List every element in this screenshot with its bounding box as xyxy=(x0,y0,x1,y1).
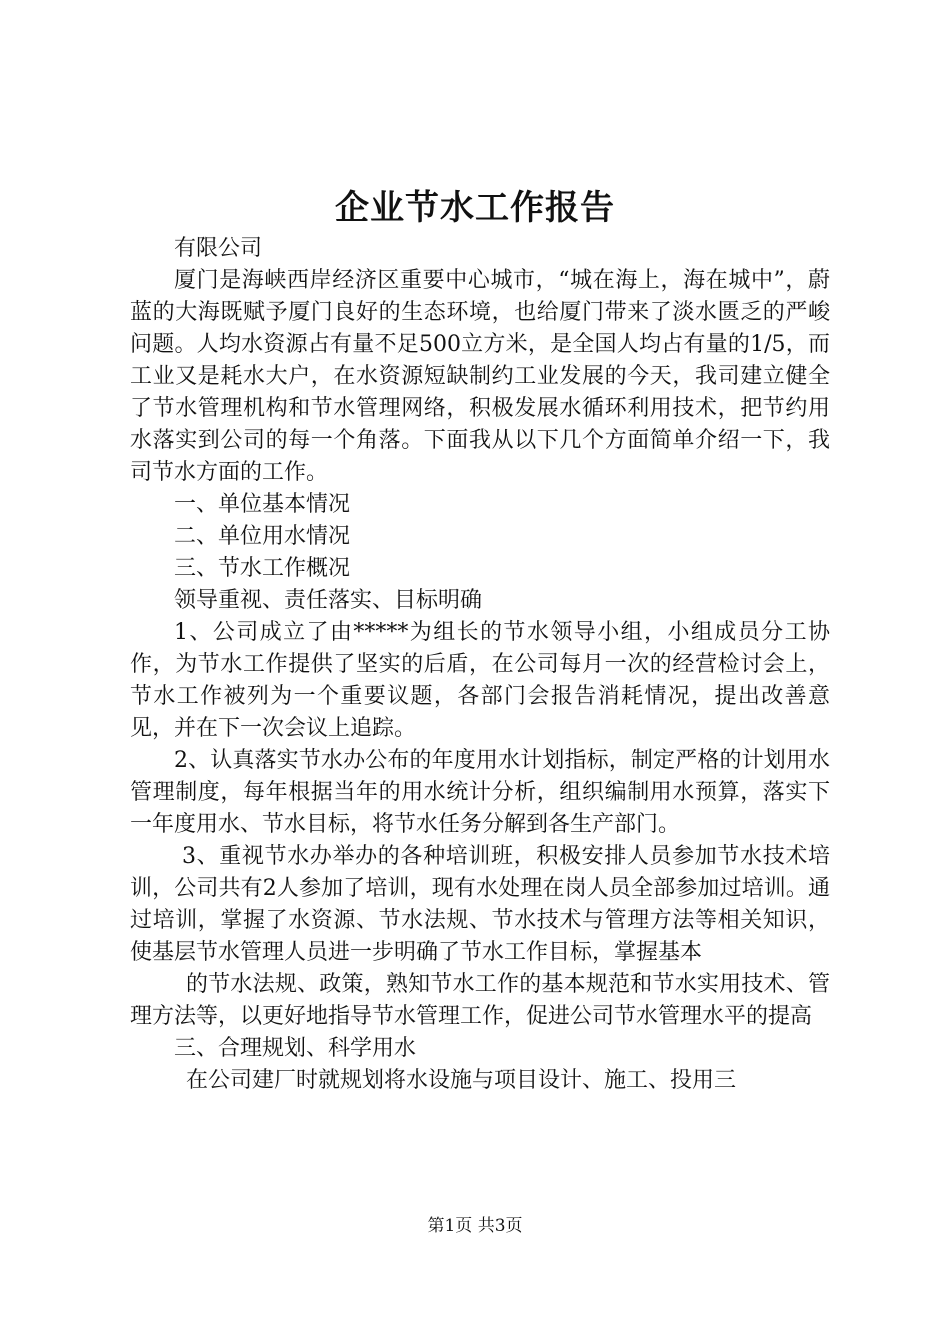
paragraph-intro: 厦门是海峡西岸经济区重要中心城市，“城在海上，海在城中”，蔚蓝的大海既赋予厦门良好的生态环境，也给厦门带来了淡水匮乏的严峻问题。人均水资源占有量不足500立方米，是全国人均占有量的1/5，而工业又是耗水大户，在水资源短缺制约工业发展的今天，我司建立健全了节水管理机构和节水管理网络，积极发展水循环利用技术，把节约用水落实到公司的每一个角落。下面我从以下几个方面简单介绍一下，我司节水方面的工作。 xyxy=(130,268,830,485)
paragraph-planning: 在公司建厂时就规划将水设施与项目设计、施工、投用三 xyxy=(186,1068,737,1093)
page-number: 第1页 共3页 xyxy=(427,1216,523,1236)
paragraph-item-1: 1、公司成立了由*****为组长的节水领导小组，小组成员分工协作，为节水工作提供了坚实的后盾，在公司每月一次的经营检讨会上，节水工作被列为一个重要议题，各部门会报告消耗情况，提出改善意见，并在下一次会议上追踪。 xyxy=(130,620,830,741)
document-body xyxy=(130,233,830,1097)
document-title: 企业节水工作报告 xyxy=(335,188,615,228)
paragraph-item-2: 2、认真落实节水办公布的年度用水计划指标，制定严格的计划用水管理制度，每年根据当年的用水统计分析，组织编制用水预算，落实下一年度用水、节水目标，将节水任务分解到各生产部门。 xyxy=(130,748,830,837)
heading-water-usage: 二、单位用水情况 xyxy=(174,524,351,549)
subheading-leadership: 领导重视、责任落实、目标明确 xyxy=(174,588,483,613)
paragraph-item-3: 3、重视节水办举办的各种培训班，积极安排人员参加节水技术培训，公司共有2人参加了培训，现有水处理在岗人员全部参加过培训。通过培训，掌握了水资源、节水法规、节水技术与管理方法等相关知识，使基层节水管理人员进一步明确了节水工作目标，掌握基本 xyxy=(130,844,830,965)
paragraph-item-3-continued: 的节水法规、政策，熟知节水工作的基本规范和节水实用技术、管理方法等，以更好地指导节水管理工作，促进公司节水管理水平的提高 xyxy=(130,972,830,1029)
paragraph-company: 有限公司 xyxy=(174,236,263,261)
heading-water-saving-overview: 三、节水工作概况 xyxy=(174,556,351,581)
heading-rational-planning: 三、合理规划、科学用水 xyxy=(174,1036,417,1061)
heading-basic-info: 一、单位基本情况 xyxy=(174,492,351,517)
